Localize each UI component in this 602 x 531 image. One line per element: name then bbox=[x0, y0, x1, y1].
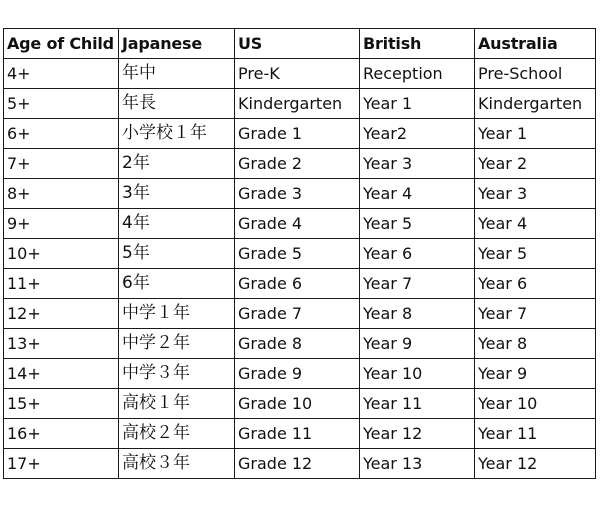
us-cell: Pre-K bbox=[235, 59, 360, 89]
japanese-cell: 年中 bbox=[119, 59, 235, 89]
us-cell: Grade 10 bbox=[235, 389, 360, 419]
age-cell: 15+ bbox=[4, 389, 119, 419]
australia-cell: Year 4 bbox=[475, 209, 596, 239]
japanese-cell: 年長 bbox=[119, 89, 235, 119]
age-cell: 17+ bbox=[4, 449, 119, 479]
us-cell: Grade 4 bbox=[235, 209, 360, 239]
australia-cell: Year 7 bbox=[475, 299, 596, 329]
table-row bbox=[4, 329, 596, 359]
british-cell: Year 7 bbox=[360, 269, 475, 299]
british-cell: Year 13 bbox=[360, 449, 475, 479]
table-row bbox=[4, 239, 596, 269]
grade-comparison-table bbox=[3, 28, 596, 479]
australia-cell: Year 1 bbox=[475, 119, 596, 149]
us-cell: Grade 6 bbox=[235, 269, 360, 299]
japanese-cell: 3年 bbox=[119, 179, 235, 209]
header-japanese: Japanese bbox=[119, 29, 235, 59]
us-cell: Grade 8 bbox=[235, 329, 360, 359]
british-cell: Year 4 bbox=[360, 179, 475, 209]
age-cell: 7+ bbox=[4, 149, 119, 179]
table-row bbox=[4, 449, 596, 479]
australia-cell: Year 8 bbox=[475, 329, 596, 359]
us-cell: Grade 1 bbox=[235, 119, 360, 149]
us-cell: Grade 12 bbox=[235, 449, 360, 479]
japanese-cell: 高校２年 bbox=[119, 419, 235, 449]
school-grade-comparison-sheet bbox=[3, 28, 596, 479]
british-cell: Year2 bbox=[360, 119, 475, 149]
age-cell: 11+ bbox=[4, 269, 119, 299]
age-cell: 14+ bbox=[4, 359, 119, 389]
table-row bbox=[4, 359, 596, 389]
australia-cell: Year 5 bbox=[475, 239, 596, 269]
age-cell: 13+ bbox=[4, 329, 119, 359]
british-cell: Year 5 bbox=[360, 209, 475, 239]
british-cell: Year 9 bbox=[360, 329, 475, 359]
header-us: US bbox=[235, 29, 360, 59]
british-cell: Year 8 bbox=[360, 299, 475, 329]
us-cell: Grade 11 bbox=[235, 419, 360, 449]
australia-cell: Year 12 bbox=[475, 449, 596, 479]
japanese-cell: 2年 bbox=[119, 149, 235, 179]
header-age-of-child: Age of Child bbox=[4, 29, 119, 59]
table-row bbox=[4, 179, 596, 209]
japanese-cell: 高校３年 bbox=[119, 449, 235, 479]
age-cell: 9+ bbox=[4, 209, 119, 239]
british-cell: Year 6 bbox=[360, 239, 475, 269]
table-row bbox=[4, 149, 596, 179]
australia-cell: Year 6 bbox=[475, 269, 596, 299]
japanese-cell: 中学３年 bbox=[119, 359, 235, 389]
age-cell: 4+ bbox=[4, 59, 119, 89]
japanese-cell: 中学２年 bbox=[119, 329, 235, 359]
age-cell: 6+ bbox=[4, 119, 119, 149]
table-row bbox=[4, 299, 596, 329]
japanese-cell: 中学１年 bbox=[119, 299, 235, 329]
us-cell: Grade 2 bbox=[235, 149, 360, 179]
british-cell: Year 3 bbox=[360, 149, 475, 179]
table-row bbox=[4, 389, 596, 419]
japanese-cell: 小学校１年 bbox=[119, 119, 235, 149]
australia-cell: Kindergarten bbox=[475, 89, 596, 119]
table-body bbox=[4, 59, 596, 479]
japanese-cell: 高校１年 bbox=[119, 389, 235, 419]
table-row bbox=[4, 59, 596, 89]
us-cell: Kindergarten bbox=[235, 89, 360, 119]
british-cell: Reception bbox=[360, 59, 475, 89]
age-cell: 8+ bbox=[4, 179, 119, 209]
australia-cell: Year 9 bbox=[475, 359, 596, 389]
us-cell: Grade 7 bbox=[235, 299, 360, 329]
age-cell: 10+ bbox=[4, 239, 119, 269]
british-cell: Year 12 bbox=[360, 419, 475, 449]
australia-cell: Year 10 bbox=[475, 389, 596, 419]
australia-cell: Year 11 bbox=[475, 419, 596, 449]
table-row bbox=[4, 89, 596, 119]
header-british: British bbox=[360, 29, 475, 59]
australia-cell: Year 2 bbox=[475, 149, 596, 179]
japanese-cell: 5年 bbox=[119, 239, 235, 269]
age-cell: 16+ bbox=[4, 419, 119, 449]
age-cell: 12+ bbox=[4, 299, 119, 329]
us-cell: Grade 5 bbox=[235, 239, 360, 269]
table-row bbox=[4, 209, 596, 239]
header-australia: Australia bbox=[475, 29, 596, 59]
australia-cell: Pre-School bbox=[475, 59, 596, 89]
australia-cell: Year 3 bbox=[475, 179, 596, 209]
british-cell: Year 11 bbox=[360, 389, 475, 419]
table-row bbox=[4, 269, 596, 299]
british-cell: Year 10 bbox=[360, 359, 475, 389]
table-header-row bbox=[4, 29, 596, 59]
us-cell: Grade 3 bbox=[235, 179, 360, 209]
japanese-cell: 6年 bbox=[119, 269, 235, 299]
table-row bbox=[4, 119, 596, 149]
japanese-cell: 4年 bbox=[119, 209, 235, 239]
age-cell: 5+ bbox=[4, 89, 119, 119]
us-cell: Grade 9 bbox=[235, 359, 360, 389]
british-cell: Year 1 bbox=[360, 89, 475, 119]
table-row bbox=[4, 419, 596, 449]
